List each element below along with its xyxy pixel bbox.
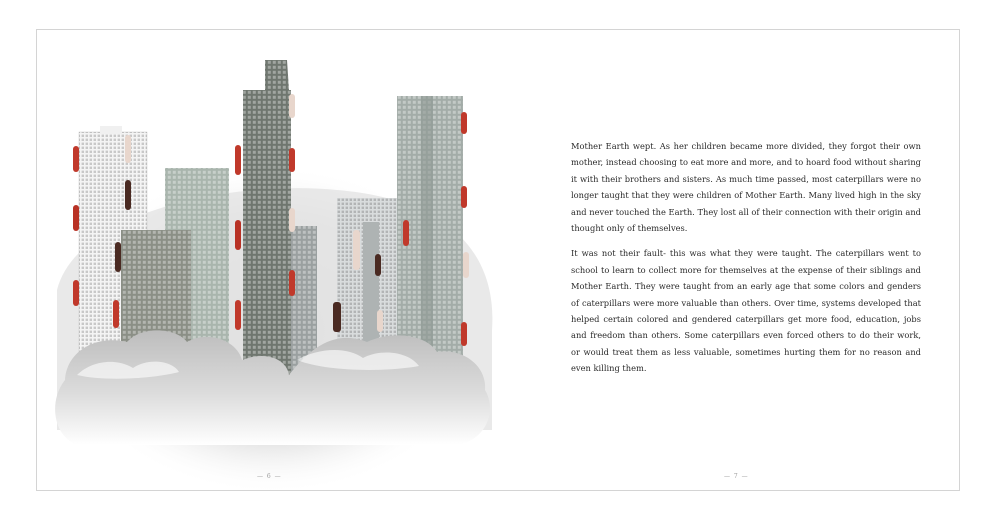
paragraph-2: It was not their fault- this was what they were taught. The caterpillars went to school to learn to collect more for themselves at the expense of their siblings and Mother Earth. They were taught from an early age that some colors and genders of caterpillars were more valuable than others. Over time, systems developed that helped certain colored and gendered caterpillars get more food, education, jobs and freedom than others. Some caterpillars even forced others to do their work, or would treat them as less valuable, sometimes hurting them for no reason and even killing them. [571,248,921,374]
left-page [37,30,499,490]
story-text [571,138,921,386]
city-illustration [37,30,499,490]
paragraph-1: Mother Earth wept. As her children became more divided, they forgot their own mother, instead choosing to eat more and more, and to hoard food without sharing it with their brothers and sisters. As much time passed, most caterpillars were no longer taught that they were children of Mother Earth. Many lived high in the sky and never touched the Earth. They lost all of their connection with their origin and thought only of themselves. [571,141,921,234]
right-page [499,30,959,490]
page-number-right: — 7 — [724,473,749,480]
book-spread [36,29,960,491]
building-tall-tower [243,60,291,390]
page-number-left: — 6 — [257,473,282,480]
